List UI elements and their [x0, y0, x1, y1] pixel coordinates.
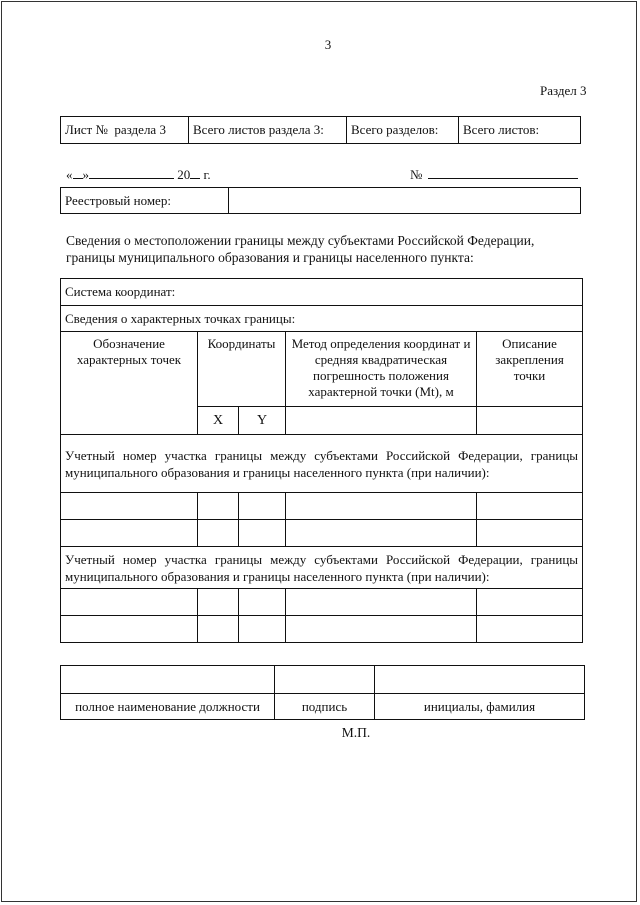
sheet-number-label: Лист № — [65, 122, 108, 137]
points-info-row: Сведения о характерных точках границы: — [61, 306, 583, 332]
total-sheets-section-cell: Всего листов раздела 3: — [189, 117, 347, 144]
registry-label: Реестровый номер: — [61, 188, 229, 214]
year-prefix: 20 — [177, 167, 191, 182]
col-designation-header: Обозначение характерных точек — [61, 332, 198, 435]
quote-close: » — [82, 167, 89, 182]
signature-table — [60, 665, 585, 720]
signature-caption: подпись — [275, 694, 375, 720]
table-cell[interactable] — [61, 520, 198, 547]
page-number: 3 — [324, 37, 332, 52]
table-cell[interactable] — [239, 589, 286, 616]
table-row — [61, 589, 583, 616]
year-blank[interactable] — [190, 166, 200, 179]
col-x-header: X — [198, 407, 239, 435]
month-blank[interactable] — [89, 166, 174, 179]
sheet-info-table — [60, 116, 581, 144]
table-cell[interactable] — [198, 520, 239, 547]
number-blank[interactable] — [428, 166, 578, 179]
description-subcell[interactable] — [477, 407, 583, 435]
name-field[interactable] — [375, 666, 585, 694]
col-method-header: Метод определения координат и средняя квадратическая погрешность положения характерной точки (Mt), м — [286, 332, 477, 407]
table-row — [61, 520, 583, 547]
section-b-header: Учетный номер участка границы между субъектами Российской Федерации, границы муниципального образования и границы населенного пункта (при наличии): — [61, 547, 583, 589]
method-subcell[interactable] — [286, 407, 477, 435]
table-cell[interactable] — [198, 589, 239, 616]
table-cell[interactable] — [477, 493, 583, 520]
total-sheets-cell: Всего листов: — [459, 117, 581, 144]
registry-table — [60, 187, 581, 214]
number-line — [410, 166, 578, 183]
signature-field[interactable] — [275, 666, 375, 694]
total-sections-cell: Всего разделов: — [347, 117, 459, 144]
section-label: Раздел 3 — [540, 83, 587, 98]
position-caption: полное наименование должности — [61, 694, 275, 720]
table-cell[interactable] — [286, 616, 477, 643]
seal-label: М.П. — [341, 725, 371, 740]
boundary-table — [60, 278, 583, 643]
col-coordinates-header: Координаты — [198, 332, 286, 407]
name-caption: инициалы, фамилия — [375, 694, 585, 720]
col-y-header: Y — [239, 407, 286, 435]
table-cell[interactable] — [477, 520, 583, 547]
sheet-section-label: раздела 3 — [114, 122, 166, 137]
table-cell[interactable] — [477, 616, 583, 643]
quote-open: « — [66, 167, 73, 182]
table-row — [61, 493, 583, 520]
intro-text: Сведения о местоположении границы между субъектами Российской Федерации, границы муниципального образования и границы населенного пункта: — [66, 233, 535, 265]
table-cell[interactable] — [286, 520, 477, 547]
table-cell[interactable] — [61, 616, 198, 643]
date-line — [66, 166, 211, 183]
position-field[interactable] — [61, 666, 275, 694]
section-a-header: Учетный номер участка границы между субъектами Российской Федерации, границы муниципального образования и границы населенного пункта (при наличии): — [61, 435, 583, 493]
col-description-header: Описание закрепления точки — [477, 332, 583, 407]
table-cell[interactable] — [61, 493, 198, 520]
table-cell[interactable] — [239, 616, 286, 643]
number-sign: № — [410, 167, 423, 182]
table-cell[interactable] — [286, 493, 477, 520]
year-suffix: г. — [203, 167, 211, 182]
table-cell[interactable] — [198, 616, 239, 643]
table-cell[interactable] — [239, 520, 286, 547]
table-cell[interactable] — [477, 589, 583, 616]
coord-system-row: Система координат: — [61, 279, 583, 306]
table-row — [61, 616, 583, 643]
table-cell[interactable] — [239, 493, 286, 520]
sheet-number-cell — [61, 117, 189, 144]
registry-value-field[interactable] — [229, 188, 581, 214]
table-cell[interactable] — [286, 589, 477, 616]
table-cell[interactable] — [61, 589, 198, 616]
table-cell[interactable] — [198, 493, 239, 520]
day-blank[interactable] — [73, 166, 83, 179]
